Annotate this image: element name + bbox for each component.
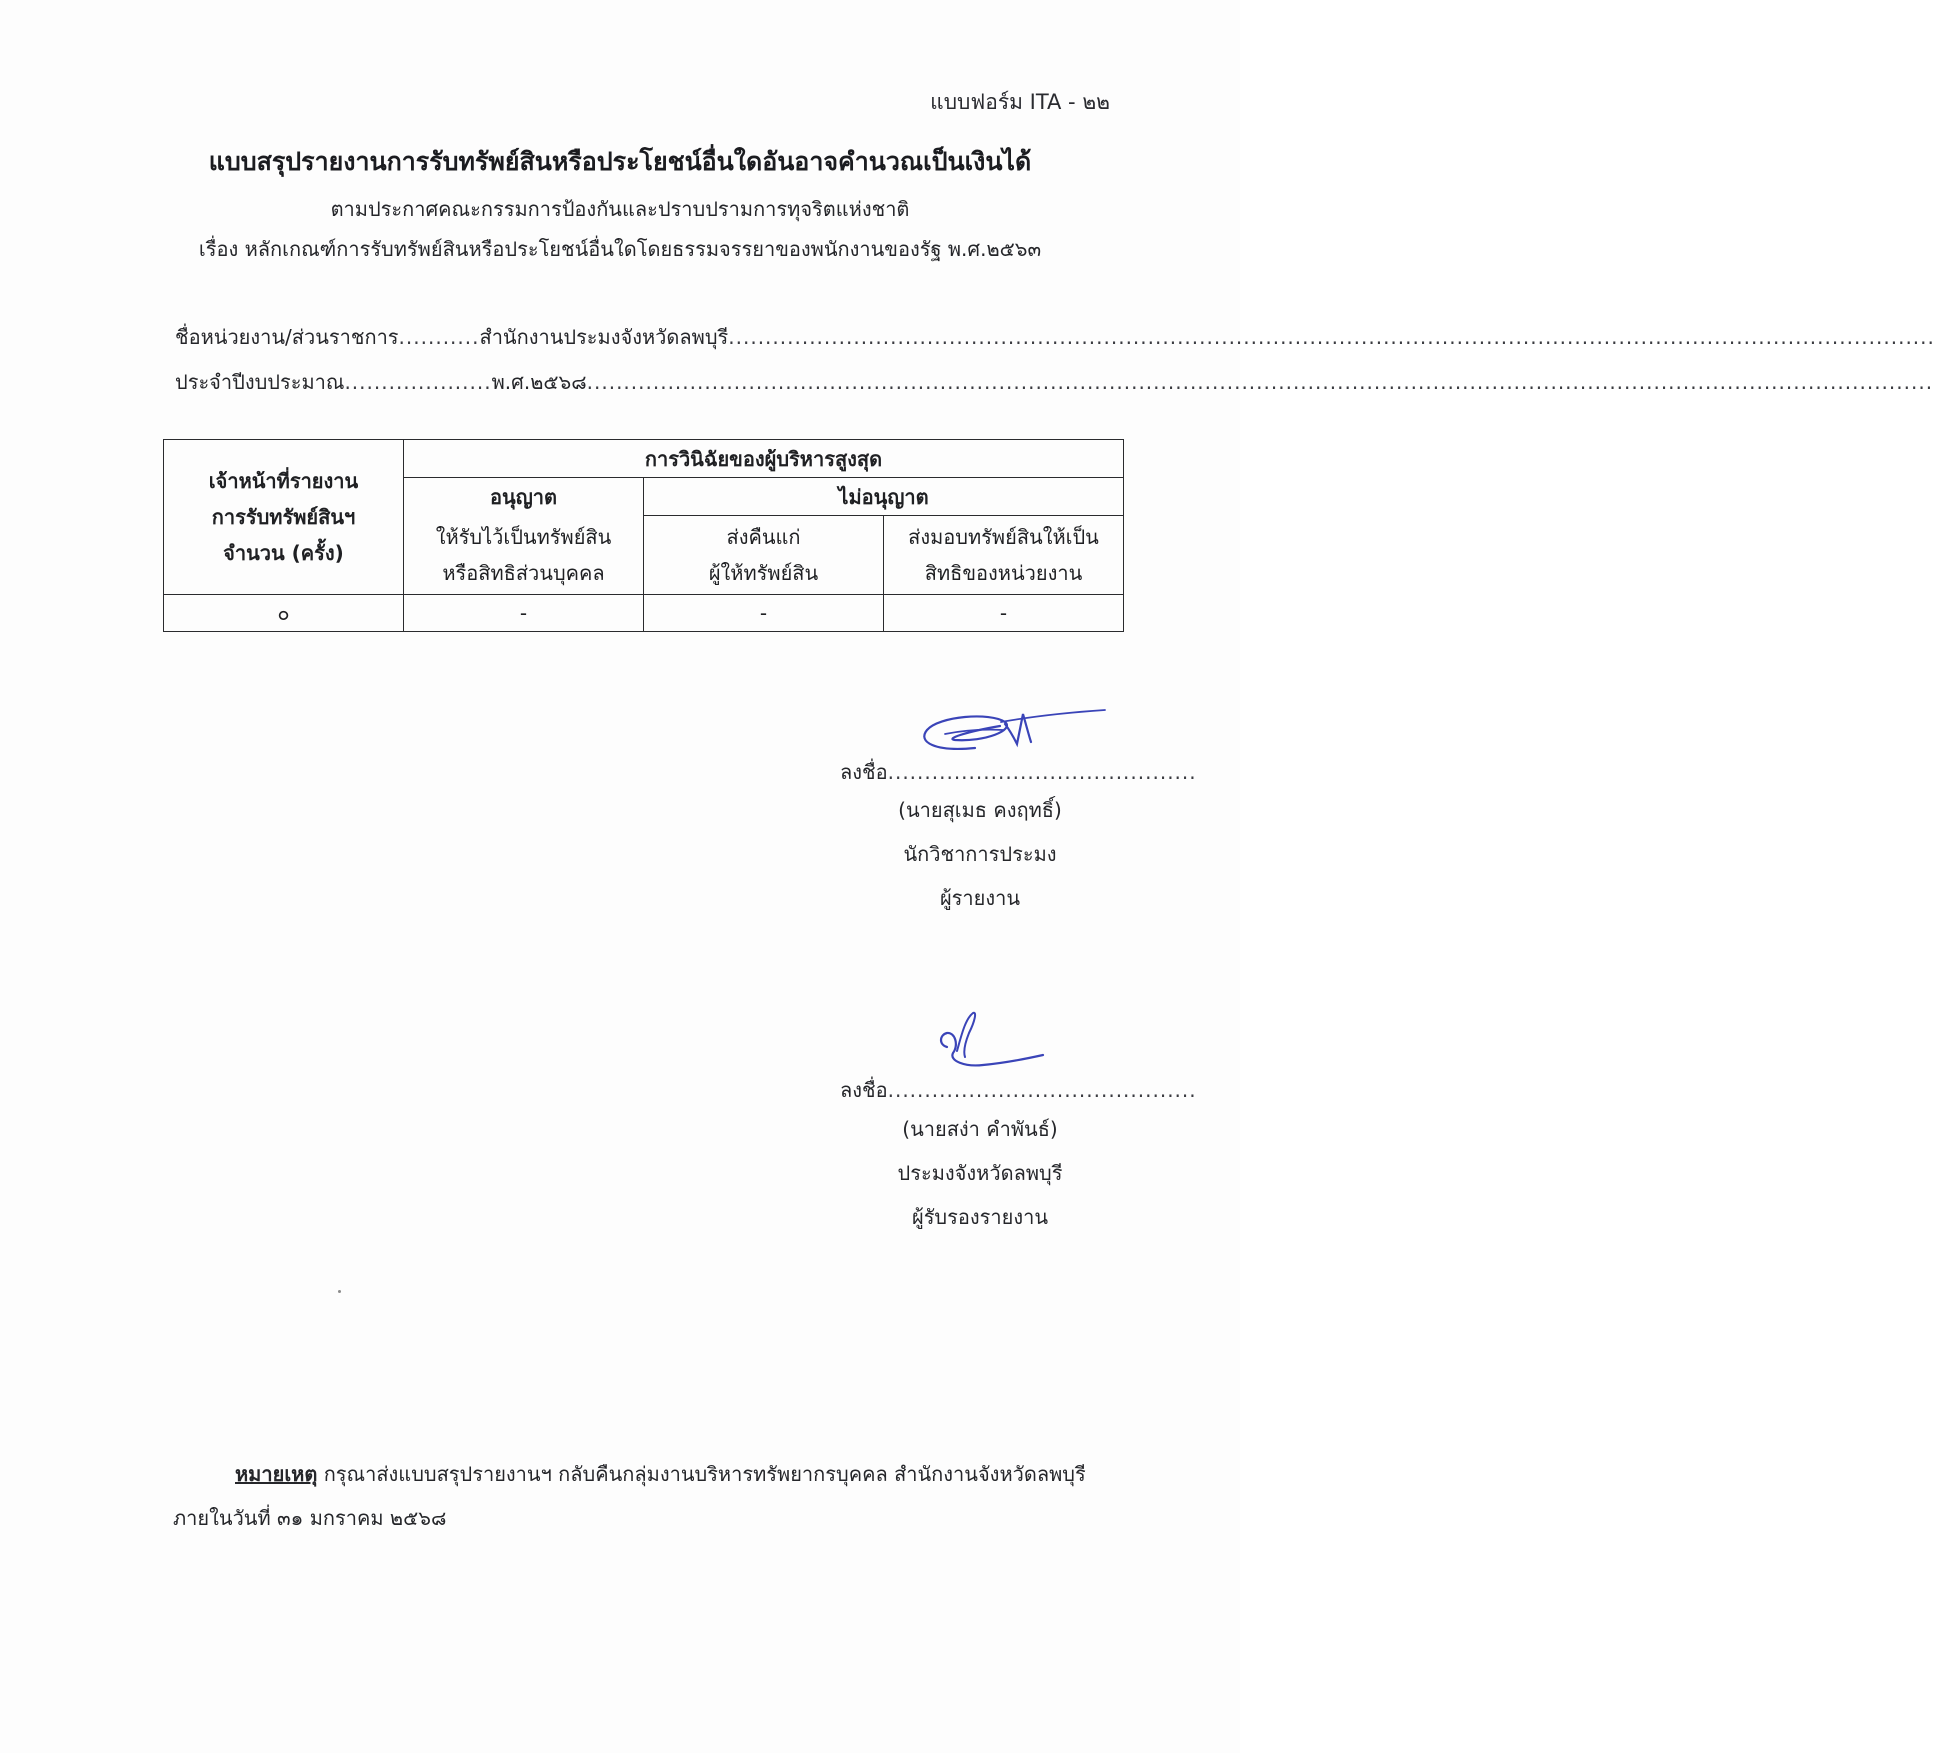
footnote-label: หมายเหตุ	[235, 1462, 318, 1486]
agency-trailing-dots: ....................................................................................................................................................................	[728, 325, 1935, 349]
reported-count-cell: ๐	[164, 595, 404, 632]
budget-year-value: พ.ศ.๒๕๖๘	[491, 370, 587, 394]
budget-year-leader-dots: ....................	[344, 370, 492, 394]
footnote	[235, 1458, 1086, 1490]
reporter-position: นักวิชาการประมง	[903, 842, 1057, 866]
header-line: หรือสิทธิส่วนบุคคล	[442, 560, 605, 585]
reporter-name: (นายสุเมธ คงฤทธิ์)	[898, 798, 1062, 822]
agency-label: ชื่อหน่วยงาน/ส่วนราชการ	[175, 325, 399, 349]
allow-header: อนุญาต	[404, 478, 644, 516]
footnote-deadline: ภายในวันที่ ๓๑ มกราคม ๒๕๖๘	[173, 1506, 447, 1530]
document-title: แบบสรุปรายงานการรับทรัพย์สินหรือประโยชน์อื่นใดอันอาจคำนวณเป็นเงินได้	[208, 147, 1032, 176]
report-summary-table	[163, 439, 1124, 632]
deny-return-header	[644, 516, 884, 595]
deny-transfer-cell: -	[884, 595, 1124, 632]
approver-role: ผู้รับรองรายงาน	[911, 1205, 1049, 1229]
scan-speck	[338, 1290, 341, 1293]
form-code: แบบฟอร์ม ITA - ๒๒	[930, 90, 1110, 114]
reporter-count-header	[164, 440, 404, 595]
approver-position: ประมงจังหวัดลพบุรี	[897, 1161, 1063, 1185]
approver-name: (นายสง่า คำพันธ์)	[902, 1117, 1058, 1141]
deny-transfer-header	[884, 516, 1124, 595]
reporter-role: ผู้รายงาน	[939, 886, 1021, 910]
header-line: จำนวน (ครั้ง)	[223, 541, 344, 565]
deny-header: ไม่อนุญาต	[644, 478, 1124, 516]
header-line: ส่งคืนแก่	[726, 525, 801, 549]
document-subtitle-1: ตามประกาศคณะกรรมการป้องกันและปราบปรามการทุจริตแห่งชาติ	[330, 197, 910, 221]
signature-approver	[925, 1005, 1055, 1080]
header-line: ส่งมอบทรัพย์สินให้เป็น	[908, 525, 1099, 549]
footnote-text: กรุณาส่งแบบสรุปรายงานฯ กลับคืนกลุ่มงานบริหารทรัพยากรบุคคล สำนักงานจังหวัดลพบุรี	[323, 1462, 1086, 1486]
sign-dots: ..........................................	[887, 1078, 1197, 1102]
header-line: ให้รับไว้เป็นทรัพย์สิน	[435, 524, 612, 549]
budget-year-line	[175, 366, 1934, 398]
table-row	[164, 595, 1124, 632]
agency-line	[175, 321, 1935, 353]
header-line: การรับทรัพย์สินฯ	[211, 505, 356, 529]
budget-year-label: ประจำปีงบประมาณ	[175, 370, 345, 394]
agency-value: สำนักงานประมงจังหวัดลพบุรี	[479, 325, 729, 349]
header-line: เจ้าหน้าที่รายงาน	[208, 469, 359, 493]
budget-year-trailing-dots: .......................................................................................................................................................................................	[586, 370, 1934, 394]
sign-label: ลงชื่อ	[840, 760, 888, 784]
allow-description	[404, 516, 644, 595]
deny-return-cell: -	[644, 595, 884, 632]
signature-line-approver	[840, 1074, 1197, 1106]
table-header-row-1	[164, 440, 1124, 478]
sign-label: ลงชื่อ	[840, 1078, 888, 1102]
document-subtitle-2: เรื่อง หลักเกณฑ์การรับทรัพย์สินหรือประโยชน์อื่นใดโดยธรรมจรรยาของพนักงานของรัฐ พ.ศ.๒๕๖๓	[198, 237, 1042, 261]
header-line: สิทธิของหน่วยงาน	[924, 561, 1083, 585]
signature-line-reporter	[840, 756, 1197, 788]
allow-cell: -	[404, 595, 644, 632]
sign-dots: ..........................................	[887, 760, 1197, 784]
agency-leader-dots: ...........	[398, 325, 480, 349]
executive-decision-header: การวินิฉัยของผู้บริหารสูงสุด	[404, 440, 1124, 478]
header-line: ผู้ให้ทรัพย์สิน	[708, 561, 819, 585]
